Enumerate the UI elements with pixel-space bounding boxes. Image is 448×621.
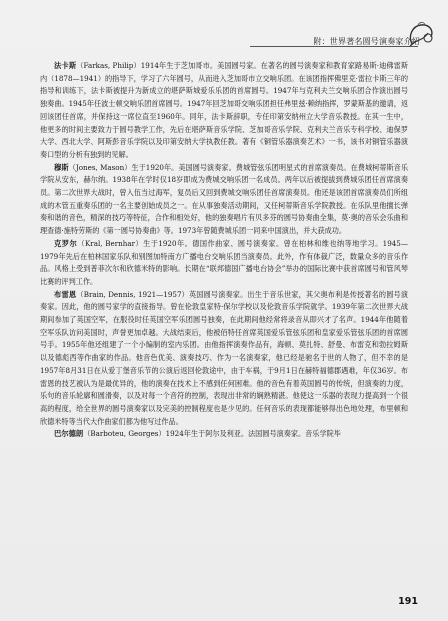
entry-jones	[40, 162, 408, 238]
entry-text: （Kral, Bernhar）生于1920年。德国作曲家、圆号演奏家。曾在柏林和维也纳等地学习。1945—1979年先后在柏林国家乐队和别图加特南方广播电台交响乐团当演奏员。此外，作有体裁广泛，数量众多的音乐作品。风格上受到普菲次尔和欣德米特的影响。长期在“联邦德国广播电台协会”举办的国际比赛中获首席圆号和管风琴比赛的评判工作。	[40, 238, 408, 286]
entry-barboteu	[40, 428, 408, 441]
entry-text: （Jones, Mason）生于1920年。美国圆号演奏家。费城管弦乐团明星式的首席演奏员。在费城柯蒂斯音乐学院从安东，赫尔纳。1938年在学时仅18岁即成为费城交响乐团一名成员。两年以后被提拔到费城乐团任首席演奏员。第二次世界大战时，曾入伍当过海军，复员后又回到费城交响乐团任首席演奏员。他还是该团首席演奏员们所组成的木管五重奏乐团的一名主要创始成员之一。在从事独奏活动期间，又任柯蒂斯音乐学院教授。在乐队里他擅长弹奏和谐的音色，精深的技巧等特征，合作和相处好，他的独奏唱片有贝多芬的圆号协奏曲全集，莫·奥的音乐会乐曲和理查德·施特劳斯的《第一圆号协奏曲》等。1973年曾随费城乐团一同来中国演出，并大获成功。	[40, 162, 408, 236]
entry-name: 法卡斯	[54, 61, 77, 70]
entry-name: 巴尔德朗	[54, 429, 84, 439]
running-head-text: 附：世界著名圆号演奏家介绍	[313, 37, 420, 46]
entry-name: 布雷恩	[54, 289, 77, 299]
entry-text: （Barboteu, Georges）1924年生于阿尔及利亚。法国圆号演奏家。音乐学院毕	[83, 429, 341, 439]
entry-brain	[40, 289, 408, 429]
entry-kral	[40, 238, 408, 289]
header-rule	[250, 46, 418, 47]
entry-text: （Brain, Dennis, 1921—1957）英国圆号演奏家。出生于音乐世家，其父奥布利是传授著名的圆号演奏家。因此，他的圆号家学的直接指导。曾在伦敦皇家特·保尔学校以及伦敦音乐学院就学。1939年第二次世界大战期间参加了英国空军，在服役时任英国空军乐团圆号独奏，在此期间他经常将录音从即兴才了名声。1944年他随着空军乐队访问美国时，声誉更加卓越。大战结束后，他被佰特任首席英国爱乐管弦乐团和皇家爱乐管弦乐团的首席圆号手。1955年他还组建了一个小编制的室内乐团。由他指挥演奏作品有，海顿、莫扎特、舒曼、布雷克和勃拉姆斯以及德彪西等作曲家的作品。他音色优美、演奏技巧、作为一名演奏家，他已经是驰名于世的人物了，但不幸的是1957年8月31日在从爱丁堡音乐节的公演后返回伦敦途中，由于车祸，于9月1日在赫特福德郡遇难，年仅36岁。布雷恩的技艺被认为是最优异的，他的演奏在技术上不感到任何困难。他的音色有着英国圆号的传统，但演奏的力度，乐句的音乐轮廓和圆滑奏，以及对每一个音符的控制，表现出非常的娴熟精湛。他使这一乐器的表现力提高到一个很高的程度，给全世界的圆号演奏家以及完美的控制程度也是少见的。任何音乐的表现都能够得出色地处理，布里顿和欣德米特等当代大作曲家们都为他写过作品。	[40, 289, 408, 426]
entry-text: （Farkas, Philip）1914年生于芝加哥市。美国圆号家。在著名的圆号演奏家和教育家路易斯·迪佛雷斯内（1878—1941）的指导下，学习了六年圆号，从而进入芝加哥市立交响乐团。在该团指挥佛里克·雷拉卡斯三年的指导和训练下，法卡斯被提升为新成立的堪萨斯城爱乐乐团的首席圆号。1947年与克利夫兰交响乐团合作演出圆号独奏曲。1945年任波士顿交响乐团首席圆号。1947年回芝加哥交响乐团担任弗里兹·赖纳指挥，罗蒙斯基的邀请，返回该团任首席，并保持这一席位直至1960年。同年，法卡斯辞职，专任印第安纳州立大学音乐教授。在其一生中，他更多的时间主要致力于圆号教学工作，先后在堪萨斯音乐学院、芝加哥音乐学院、克利夫兰音乐专科学校、迪保罗大学、西北大学、阿斯彭音乐学院以及印第安纳大学执教任教。著有《铜管乐器演奏艺术》一书，该书对铜管乐器演奏口型的分析有独到的见解。	[40, 61, 409, 159]
entry-name: 穆斯	[54, 162, 69, 172]
entry-farkas	[40, 60, 408, 162]
body-text	[40, 60, 408, 441]
page-number: 191	[398, 596, 418, 607]
entry-name: 克罗尔	[54, 238, 78, 248]
